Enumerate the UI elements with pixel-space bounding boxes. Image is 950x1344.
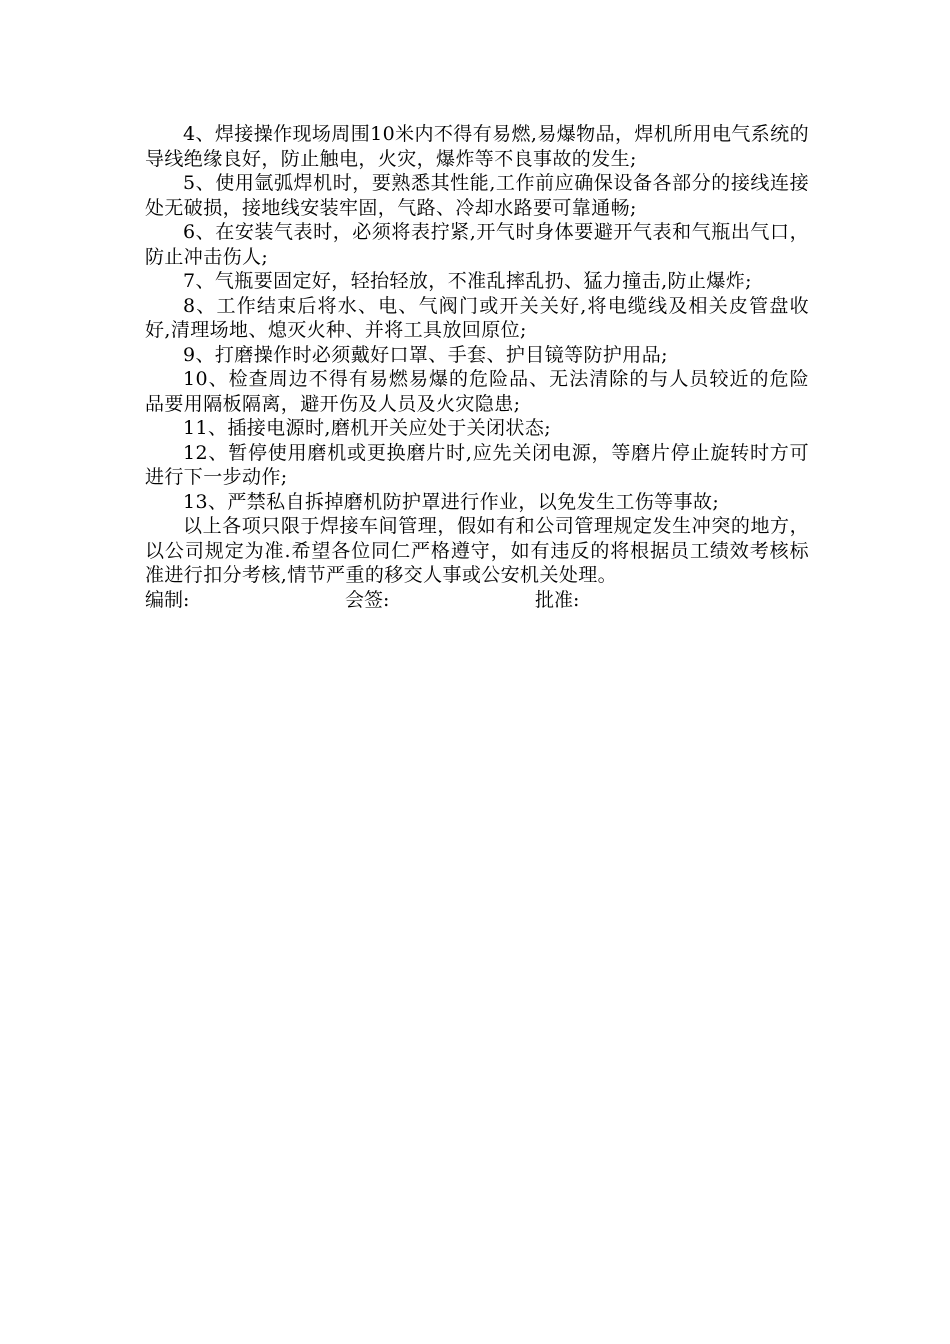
rule-item-7: 7、气瓶要固定好，轻抬轻放，不准乱摔乱扔、猛力撞击,防止爆炸;: [183, 270, 752, 292]
rule-item-9: 9、打磨操作时必须戴好口罩、手套、护目镜等防护用品;: [183, 343, 668, 366]
rule-item-6: 6、在安装气表时，必须将表拧紧,开气时身体要避开气表和气瓶出气口，防止冲击伤人;: [145, 221, 809, 268]
signature-line: [145, 588, 809, 614]
closing-statement: 以上各项只限于焊接车间管理，假如有和公司管理规定发生冲突的地方，以公司规定为准.希望各位同仁严格遵守，如有违反的将根据员工绩效考核标准进行扣分考核,情节严重的移交人事或公安机关处理。: [145, 515, 809, 586]
rule-item-11: 11、插接电源时,磨机开关应处于关闭状态;: [183, 417, 552, 439]
countersign-label: 会签:: [345, 588, 390, 611]
rule-item-10: 10、检查周边不得有易燃易爆的危险品、无法清除的与人员较近的危险品要用隔板隔离，避开伤及人员及火灾隐患;: [145, 368, 809, 415]
prepared-by-label: 编制:: [145, 588, 190, 611]
rule-item-13: 13、严禁私自拆掉磨机防护罩进行作业，以免发生工伤等事故;: [183, 490, 720, 513]
document-body: [145, 122, 809, 614]
rule-item-5: 5、使用氩弧焊机时，要熟悉其性能,工作前应确保设备各部分的接线连接处无破损，接地线安装牢固，气路、冷却水路要可靠通畅;: [145, 172, 809, 219]
approved-by-label: 批准:: [535, 588, 580, 611]
rule-item-4: 4、焊接操作现场周围10米内不得有易燃,易爆物品，焊机所用电气系统的导线绝缘良好，防止触电，火灾，爆炸等不良事故的发生;: [145, 123, 809, 170]
rule-item-12: 12、暂停使用磨机或更换磨片时,应先关闭电源，等磨片停止旋转时方可进行下一步动作;: [145, 441, 809, 488]
rule-item-8: 8、工作结束后将水、电、气阀门或开关关好,将电缆线及相关皮管盘收好,清理场地、熄灭火种、并将工具放回原位;: [145, 294, 809, 341]
